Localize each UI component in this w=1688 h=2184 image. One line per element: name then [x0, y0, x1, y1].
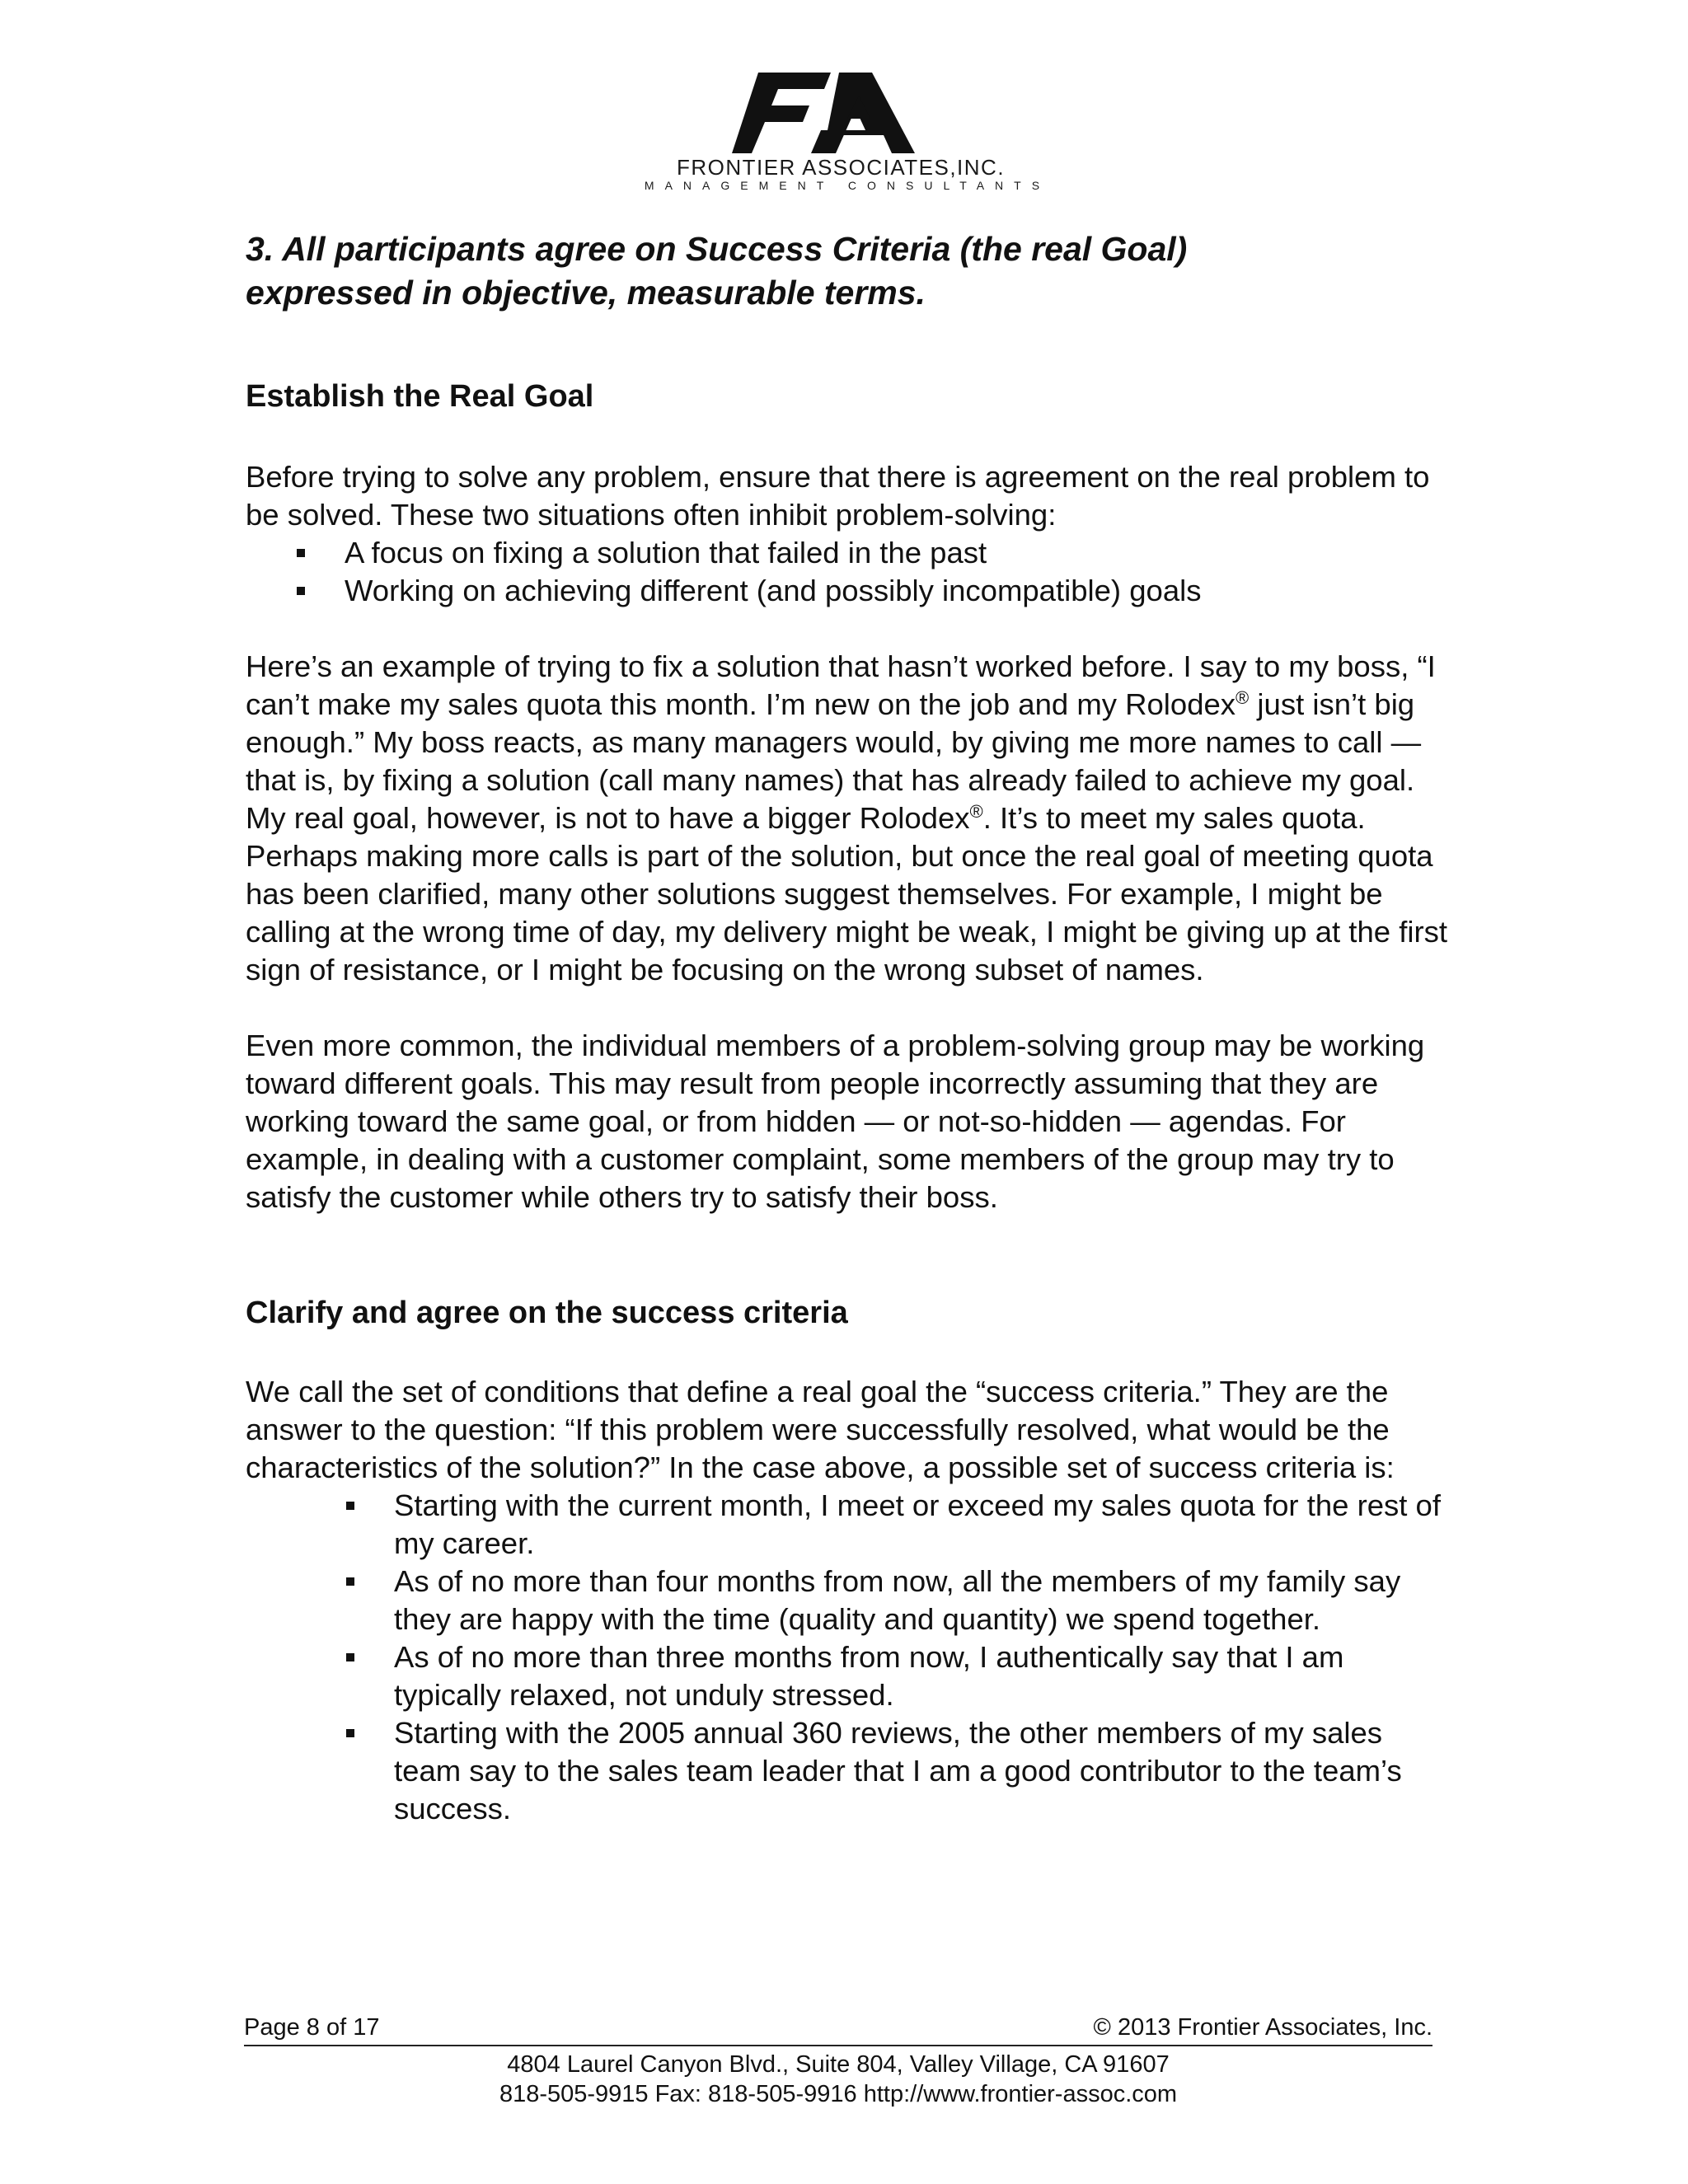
copyright-notice: © 2013 Frontier Associates, Inc.	[1093, 2014, 1432, 2041]
fa-logo-mark	[732, 73, 915, 153]
main-title-line-2: expressed in objective, measurable terms.	[246, 274, 926, 312]
section-heading-success-criteria: Clarify and agree on the success criteria	[246, 1296, 848, 1330]
paragraph-example: Here’s an example of trying to fix a solution that hasn’t worked before. I say to my boss, “I can’t make my sales quota this month. I’m new on the job and my Rolodex® just isn’t big enough.” My boss reacts, as many managers would, by giving me more names to call — that is, by fixing a solution (call many names) that has already failed to achieve my goal. My real goal, however, is not to have a bigger Rolodex®. It’s to meet my sales quota. Perhaps making more calls is part of the solution, but once the real goal of meeting quota has been clarified, many other solutions suggest themselves. For example, I might be calling at the wrong time of day, my delivery might be weak, I might be giving up at the first sign of resistance, or I might be focusing on the wrong subset of names.	[246, 649, 1447, 987]
square-bullet-icon	[346, 1653, 354, 1661]
footer-row	[244, 2013, 1432, 2046]
square-bullet-icon	[346, 1729, 354, 1737]
main-title	[246, 227, 1449, 315]
footer-address: 4804 Laurel Canyon Blvd., Suite 804, Valley Village, CA 91607	[507, 2051, 1170, 2078]
list-item: As of no more than three months from now, I authentically say that I am typically relaxed, not unduly stressed.	[246, 1638, 1449, 1714]
square-bullet-icon	[346, 1577, 354, 1586]
bullet-list-inhibitors	[246, 534, 1449, 610]
registered-mark: ®	[1236, 687, 1250, 708]
square-bullet-icon	[297, 549, 305, 557]
list-item: As of no more than four months from now, all the members of my family say they are happy with the time (quality and quantity) we spend together.	[246, 1563, 1449, 1638]
list-item: Starting with the current month, I meet or exceed my sales quota for the rest of my career.	[246, 1487, 1449, 1563]
company-logo	[626, 73, 1055, 196]
company-tagline: MANAGEMENT CONSULTANTS	[644, 179, 1051, 192]
square-bullet-icon	[297, 587, 305, 595]
section-heading-establish-goal: Establish the Real Goal	[246, 379, 594, 414]
list-item: Working on achieving different (and possibly incompatible) goals	[246, 572, 1449, 610]
page-footer	[244, 2013, 1432, 2109]
document-body	[246, 227, 1449, 1828]
list-item: Starting with the 2005 annual 360 reviews, the other members of my sales team say to the sales team leader that I am a good contributor to the team’s success.	[246, 1714, 1449, 1828]
company-name: FRONTIER ASSOCIATES,INC.	[676, 155, 1006, 180]
bullet-list-success-criteria	[246, 1487, 1449, 1828]
square-bullet-icon	[346, 1502, 354, 1510]
registered-mark: ®	[969, 800, 983, 822]
paragraph-intro: Before trying to solve any problem, ensure that there is agreement on the real problem to be solved. These two situations often inhibit problem-solving:	[246, 460, 1430, 532]
paragraph-success-criteria-intro: We call the set of conditions that define a real goal the “success criteria.” They are the answer to the question: “If this problem were successfully resolved, what would be the characteristics of the solution?” In the case above, a possible set of success criteria is:	[246, 1375, 1395, 1484]
paragraph-common-goals: Even more common, the individual members of a problem-solving group may be working toward different goals. This may result from people incorrectly assuming that they are working toward the same goal, or from hidden — or not-so-hidden — agendas. For example, in dealing with a customer complaint, some members of the group may try to satisfy the customer while others try to satisfy their boss.	[246, 1029, 1425, 1214]
main-title-line-1: 3. All participants agree on Success Criteria (the real Goal)	[246, 230, 1188, 268]
page-number: Page 8 of 17	[244, 2014, 380, 2041]
footer-contact: 818-505-9915 Fax: 818-505-9916 http://www.frontier-assoc.com	[499, 2081, 1178, 2107]
list-item: A focus on fixing a solution that failed in the past	[246, 534, 1449, 572]
